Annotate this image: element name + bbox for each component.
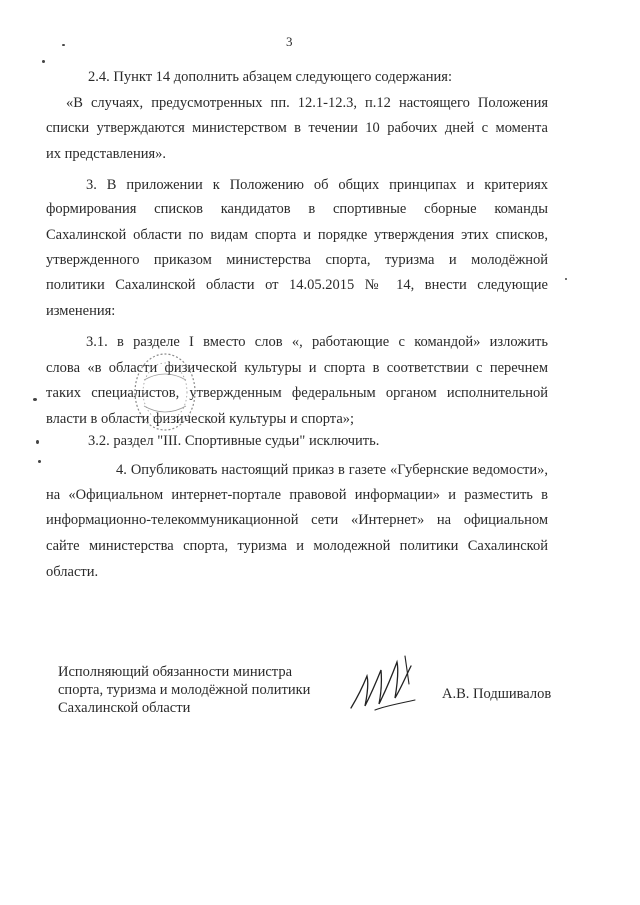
paragraph-4-heading: 4. Опубликовать настоящий приказ в газете «Губернские ведомости», — [116, 462, 548, 478]
paragraph-line: формирования списков кандидатов в спортивные сборные команды — [46, 201, 548, 217]
scan-speck — [36, 440, 39, 444]
paragraph-line: изменения: — [46, 303, 116, 319]
paragraph-line: таких специалистов, утвержденным федеральным органом исполнительной — [46, 385, 548, 401]
paragraph-line: области. — [46, 564, 99, 580]
paragraph-line: «В случаях, предусмотренных пп. 12.1-12.3, п.12 настоящего Положения — [66, 95, 548, 111]
scan-speck — [62, 44, 65, 46]
paragraph-line: информационно-телекоммуникационной сети «Интернет» на официальном — [46, 512, 548, 528]
scan-speck — [565, 278, 567, 280]
paragraph-line: слова «в области физической культуры и спорта в соответствии с перечнем — [46, 360, 548, 376]
paragraph-line: на «Официальном интернет-портале правовой информации» и разместить в — [46, 487, 548, 503]
paragraph-line: списки утверждаются министерством в течении 10 рабочих дней с момента — [46, 120, 548, 136]
signatory-position-line: Исполняющий обязанности министра — [58, 664, 293, 680]
scan-speck — [42, 60, 45, 63]
paragraph-line: утвержденного приказом министерства спорта, туризма и молодёжной — [46, 252, 548, 268]
paragraph-line: власти в области физической культуры и спорта»; — [46, 411, 355, 427]
signatory-name: А.В. Подшивалов — [442, 686, 552, 702]
scan-speck — [33, 398, 37, 401]
paragraph-line: политики Сахалинской области от 14.05.2015 № 14, внести следующие — [46, 277, 548, 293]
page-number: 3 — [286, 34, 293, 49]
handwritten-signature — [345, 648, 427, 720]
paragraph-3-1-heading: 3.1. в разделе I вместо слов «, работающие с командой» изложить — [86, 334, 548, 350]
signatory-position-line: спорта, туризма и молодёжной политики — [58, 682, 311, 698]
scan-speck — [38, 460, 41, 463]
signatory-position-line: Сахалинской области — [58, 700, 191, 716]
paragraph-line: их представления». — [46, 146, 167, 162]
seal-stamp — [130, 350, 200, 434]
paragraph-3-heading: 3. В приложении к Положению об общих принципах и критериях — [86, 177, 548, 193]
paragraph-line: Сахалинской области по видам спорта и порядке утверждения этих списков, — [46, 227, 548, 243]
paragraph-line: сайте министерства спорта, туризма и молодежной политики Сахалинской — [46, 538, 548, 554]
paragraph-3-2: 3.2. раздел "III. Спортивные судьи" исключить. — [88, 433, 380, 449]
paragraph-2-4-heading: 2.4. Пункт 14 дополнить абзацем следующего содержания: — [88, 69, 452, 85]
